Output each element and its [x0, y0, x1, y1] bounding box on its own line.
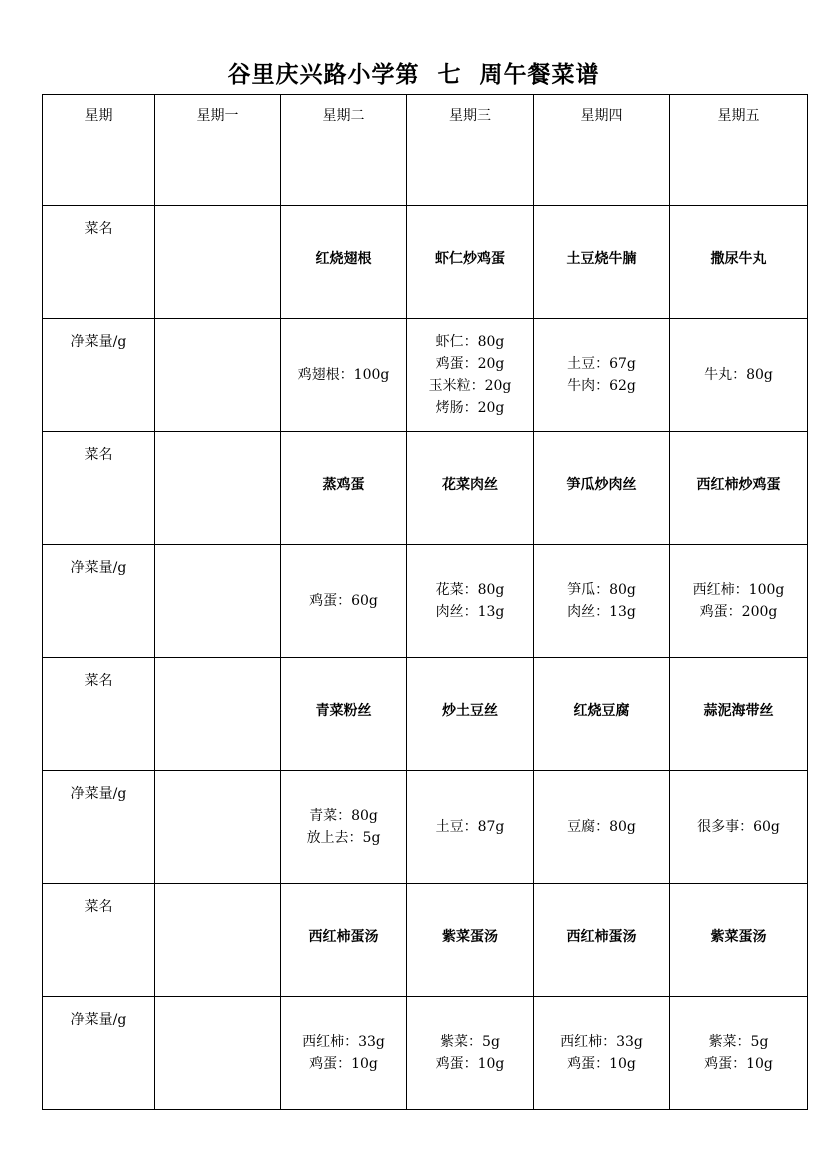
ingredient-amount: 鸡蛋：20g	[435, 356, 505, 372]
dish-name: 西红柿蛋汤	[308, 929, 379, 945]
dish-name: 炒土豆丝	[442, 703, 498, 719]
ingredient-amount: 牛丸：80g	[704, 367, 773, 383]
dish-name: 西红柿炒鸡蛋	[696, 477, 781, 493]
quantity-cell-friday	[670, 771, 808, 884]
ingredient-amount: 豆腐：80g	[567, 819, 636, 835]
header-row	[43, 95, 808, 206]
dish-label-cell: 菜名	[43, 432, 155, 545]
ingredient-amount: 土豆：67g	[567, 356, 636, 372]
dish-cell-wednesday	[407, 206, 534, 319]
ingredient-amount: 烤肠：20g	[435, 400, 505, 416]
ingredient-amount: 虾仁：80g	[435, 334, 505, 350]
dish-cell-friday	[670, 206, 808, 319]
dish-name: 紫菜蛋汤	[710, 929, 767, 945]
dish-cell-friday	[670, 658, 808, 771]
quantity-cell-tuesday	[281, 771, 407, 884]
dish-row	[43, 658, 808, 771]
dish-cell-thursday	[534, 658, 670, 771]
quantity-row	[43, 771, 808, 884]
ingredient-amount: 肉丝：13g	[567, 604, 636, 620]
quantity-label-cell: 净菜量/g	[43, 545, 155, 658]
ingredient-amount: 鸡蛋：10g	[309, 1056, 378, 1072]
dish-cell-thursday	[534, 432, 670, 545]
quantity-cell-friday	[670, 545, 808, 658]
ingredient-amount: 笋瓜：80g	[567, 582, 636, 598]
quantity-label-cell: 净菜量/g	[43, 319, 155, 432]
dish-cell-wednesday	[407, 884, 534, 997]
header-cell-thursday: 星期四	[534, 95, 670, 206]
dish-name: 虾仁炒鸡蛋	[435, 251, 505, 267]
ingredient-amount: 牛肉：62g	[567, 378, 636, 394]
dish-cell-wednesday	[407, 432, 534, 545]
dish-name: 撒尿牛丸	[710, 251, 767, 267]
ingredient-amount: 青菜：80g	[309, 808, 378, 824]
quantity-row	[43, 545, 808, 658]
quantity-row	[43, 997, 808, 1110]
header-cell-tuesday: 星期二	[281, 95, 407, 206]
ingredient-amount: 鸡蛋：10g	[704, 1056, 773, 1072]
quantity-label-cell: 净菜量/g	[43, 997, 155, 1110]
quantity-label-cell: 净菜量/g	[43, 771, 155, 884]
dish-label-cell: 菜名	[43, 884, 155, 997]
dish-name: 紫菜蛋汤	[442, 929, 498, 945]
dish-row	[43, 884, 808, 997]
dish-name: 青菜粉丝	[315, 703, 372, 719]
ingredient-amount: 鸡蛋：60g	[309, 593, 378, 609]
dish-cell-tuesday	[281, 884, 407, 997]
header-cell-wednesday: 星期三	[407, 95, 534, 206]
dish-row	[43, 432, 808, 545]
quantity-cell-wednesday	[407, 319, 534, 432]
dish-cell-friday	[670, 432, 808, 545]
ingredient-amount: 肉丝：13g	[435, 604, 505, 620]
dish-cell-monday	[155, 432, 281, 545]
ingredient-amount: 玉米粒：20g	[428, 378, 512, 394]
quantity-cell-tuesday	[281, 545, 407, 658]
dish-row	[43, 206, 808, 319]
ingredient-amount: 鸡翅根：100g	[297, 367, 390, 383]
quantity-cell-monday	[155, 545, 281, 658]
ingredient-amount: 紫菜：5g	[440, 1034, 500, 1050]
quantity-cell-friday	[670, 997, 808, 1110]
ingredient-amount: 放上去：5g	[306, 830, 381, 846]
dish-cell-thursday	[534, 884, 670, 997]
header-cell-weekday: 星期	[43, 95, 155, 206]
ingredient-amount: 紫菜：5g	[708, 1034, 769, 1050]
ingredient-amount: 鸡蛋：10g	[567, 1056, 636, 1072]
quantity-cell-tuesday	[281, 997, 407, 1110]
dish-cell-monday	[155, 884, 281, 997]
dish-label-cell: 菜名	[43, 658, 155, 771]
quantity-cell-monday	[155, 771, 281, 884]
dish-cell-wednesday	[407, 658, 534, 771]
ingredient-amount: 土豆：87g	[435, 819, 505, 835]
dish-label-cell: 菜名	[43, 206, 155, 319]
quantity-cell-tuesday	[281, 319, 407, 432]
dish-cell-monday	[155, 206, 281, 319]
quantity-cell-thursday	[534, 997, 670, 1110]
quantity-cell-wednesday	[407, 545, 534, 658]
quantity-cell-thursday	[534, 319, 670, 432]
quantity-cell-thursday	[534, 771, 670, 884]
dish-name: 花菜肉丝	[442, 477, 498, 493]
header-cell-friday: 星期五	[670, 95, 808, 206]
dish-cell-friday	[670, 884, 808, 997]
ingredient-amount: 西红柿：33g	[560, 1034, 643, 1050]
ingredient-amount: 花菜：80g	[435, 582, 505, 598]
dish-cell-tuesday	[281, 432, 407, 545]
menu-table	[42, 94, 808, 1110]
dish-cell-tuesday	[281, 658, 407, 771]
dish-name: 西红柿蛋汤	[566, 929, 637, 945]
dish-name: 土豆烧牛腩	[566, 251, 637, 267]
dish-name: 蒜泥海带丝	[703, 703, 774, 719]
quantity-cell-monday	[155, 997, 281, 1110]
quantity-cell-friday	[670, 319, 808, 432]
ingredient-amount: 很多事：60g	[697, 819, 780, 835]
quantity-cell-wednesday	[407, 997, 534, 1110]
ingredient-amount: 西红柿：100g	[692, 582, 785, 598]
dish-name: 蒸鸡蛋	[322, 477, 365, 493]
dish-name: 笋瓜炒肉丝	[566, 477, 637, 493]
quantity-cell-wednesday	[407, 771, 534, 884]
quantity-row	[43, 319, 808, 432]
ingredient-amount: 鸡蛋：10g	[435, 1056, 505, 1072]
dish-cell-thursday	[534, 206, 670, 319]
ingredient-amount: 西红柿：33g	[302, 1034, 385, 1050]
ingredient-amount: 鸡蛋：200g	[699, 604, 778, 620]
dish-cell-tuesday	[281, 206, 407, 319]
menu-table-body	[43, 95, 808, 1110]
quantity-cell-monday	[155, 319, 281, 432]
dish-cell-monday	[155, 658, 281, 771]
quantity-cell-thursday	[534, 545, 670, 658]
dish-name: 红烧翅根	[315, 251, 372, 267]
dish-name: 红烧豆腐	[573, 703, 630, 719]
page-title: 谷里庆兴路小学第 七 周午餐菜谱	[227, 61, 600, 88]
header-cell-monday: 星期一	[155, 95, 281, 206]
